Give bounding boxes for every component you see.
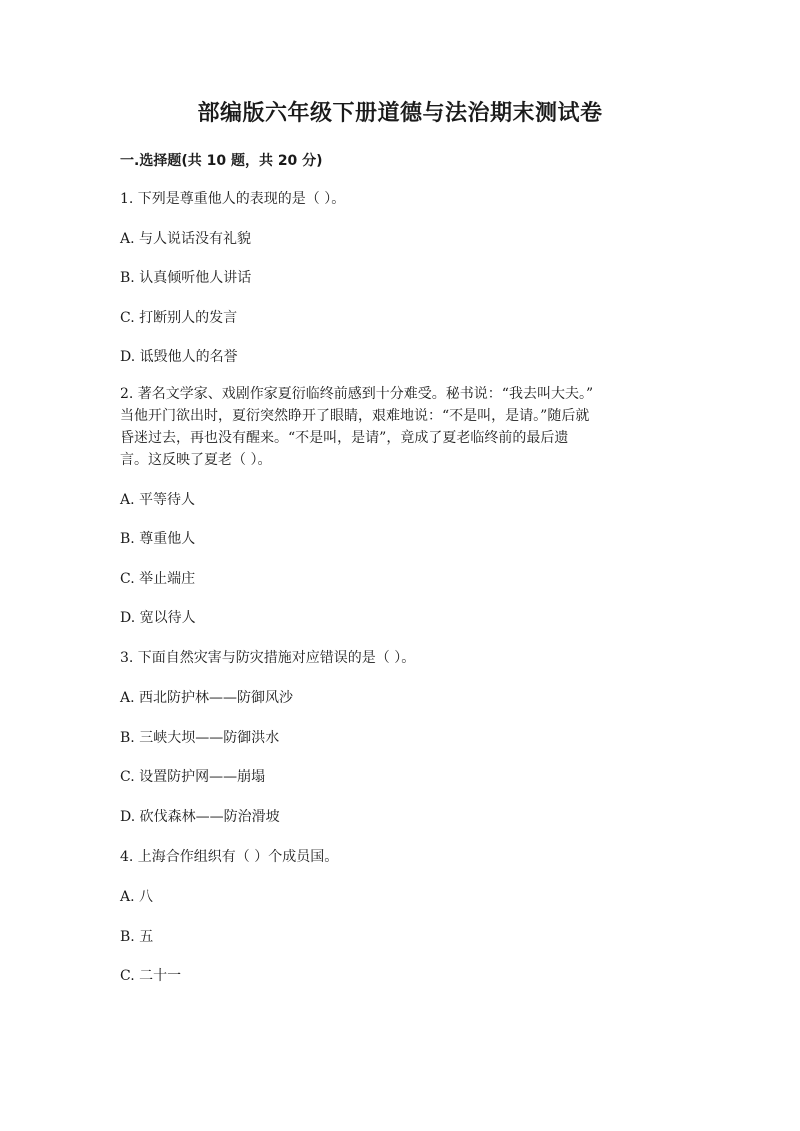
question-2-option-d: D. 宽以待人 [120,610,196,626]
question-1-stem: 1. 下列是尊重他人的表现的是（ ）。 [120,191,346,207]
question-1-option-b: B. 认真倾听他人讲话 [120,270,252,286]
question-4-option-c: C. 二十一 [120,968,182,984]
question-2-option-a: A. 平等待人 [120,492,196,508]
question-3-option-a: A. 西北防护林——防御风沙 [120,690,294,706]
question-3-option-c: C. 设置防护网——崩塌 [120,769,266,785]
question-2-option-b: B. 尊重他人 [120,531,196,547]
question-4-stem: 4. 上海合作组织有（ ）个成员国。 [120,849,339,865]
page-title: 部编版六年级下册道德与法治期末测试卷 [197,101,603,126]
question-3-option-d: D. 砍伐森林——防治滑坡 [120,809,280,825]
question-1-option-d: D. 诋毁他人的名誉 [120,349,238,365]
question-2-stem [120,383,680,471]
section-heading: 一.选择题(共 10 题，共 20 分) [120,153,323,169]
question-3-option-b: B. 三峡大坝——防御洪水 [120,730,280,746]
question-2-option-c: C. 举止端庄 [120,571,196,587]
question-2-stem-line-1: 2. 著名文学家、戏剧作家夏衍临终前感到十分难受。秘书说：“我去叫大夫。” [120,386,594,402]
question-3-stem: 3. 下面自然灾害与防灾措施对应错误的是（ ）。 [120,650,416,666]
question-1-option-c: C. 打断别人的发言 [120,310,238,326]
question-2-stem-line-4: 言。这反映了夏老（ ）。 [120,452,272,468]
question-1-option-a: A. 与人说话没有礼貌 [120,231,252,247]
question-4-option-b: B. 五 [120,929,154,945]
question-2-stem-line-3: 昏迷过去，再也没有醒来。“不是叫，是请”，竟成了夏老临终前的最后遗 [120,430,569,446]
question-4-option-a: A. 八 [120,889,154,905]
question-2-stem-line-2: 当他开门欲出时，夏衍突然睁开了眼睛，艰难地说：“不是叫，是请。”随后就 [120,408,590,424]
